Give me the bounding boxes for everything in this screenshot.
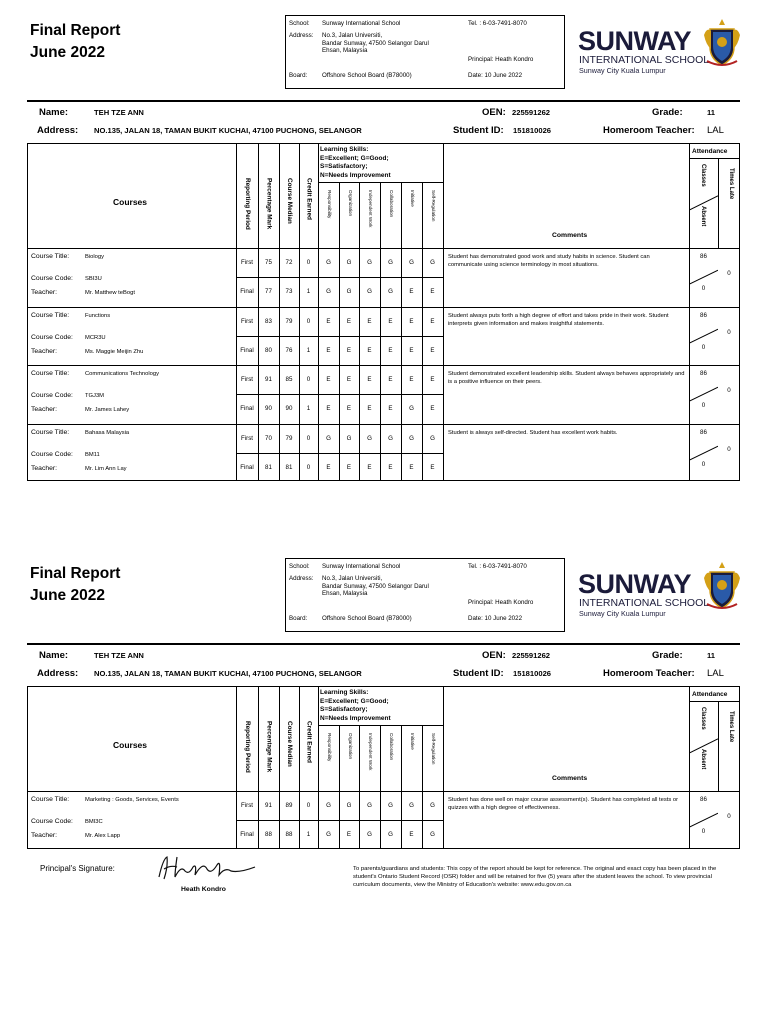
column-divider xyxy=(718,158,719,248)
skill-rating: E xyxy=(409,317,414,325)
grade-mark: 75 xyxy=(265,259,272,266)
teacher-name: Mr. Lim Ann Lay xyxy=(85,465,127,472)
column-header-course-median: Course Median xyxy=(286,178,293,224)
skill-rating: E xyxy=(367,463,372,471)
row-divider xyxy=(318,182,443,183)
absent-header: Absent xyxy=(700,206,706,227)
column-divider xyxy=(299,144,300,480)
grade-median: 79 xyxy=(285,434,293,442)
logo-location: Sunway City Kuala Lumpur xyxy=(579,66,666,75)
skill-rating: G xyxy=(388,288,393,295)
address-label: Address: xyxy=(37,125,79,136)
principal-signature-label: Principal's Signature: xyxy=(40,864,115,873)
column-divider xyxy=(718,701,719,791)
skill-rating: G xyxy=(367,831,372,838)
skill-rating: E xyxy=(367,317,372,325)
principal-name: Principal: Heath Kondro xyxy=(468,599,534,606)
crest-icon xyxy=(701,558,743,612)
skill-rating: G xyxy=(326,259,331,266)
oen-label: OEN: xyxy=(482,650,506,661)
skill-rating: E xyxy=(326,346,331,354)
column-header-percentage-mark: Percentage Mark xyxy=(265,178,273,230)
header-divider xyxy=(27,643,740,645)
column-divider xyxy=(401,725,402,848)
course-comment: Student has done well on major course assessment(s). Student has completed all tests or quizzes with a high degree of effectiveness. xyxy=(448,797,679,811)
teacher-label: Teacher: xyxy=(31,832,58,839)
grade-label: Grade: xyxy=(652,650,683,661)
board-label: Board: xyxy=(289,615,308,622)
course-code: BMI3C xyxy=(85,819,103,825)
column-divider xyxy=(299,687,300,848)
attendance-header: Attendance xyxy=(692,148,728,155)
row-divider xyxy=(236,394,443,395)
skill-rating: G xyxy=(346,802,352,809)
course-code-label: Course Code: xyxy=(31,450,73,458)
skill-header-self_regulation: Self-Regulation xyxy=(431,190,436,222)
column-divider xyxy=(339,725,340,848)
grade-period: First xyxy=(240,802,254,809)
row-divider xyxy=(318,725,443,726)
name-label: Name: xyxy=(39,107,69,118)
learning-skills-legend: S=Satisfactory; xyxy=(320,706,368,713)
grade-period: Final xyxy=(240,831,254,838)
attendance-late: 0 xyxy=(727,270,731,277)
skill-rating: G xyxy=(388,831,393,838)
course-code: MCR3U xyxy=(85,334,106,341)
column-header-reporting-period: Reporting Period xyxy=(244,178,251,230)
skill-rating: G xyxy=(430,802,435,809)
skill-rating: E xyxy=(409,376,414,383)
classes-header: Classes xyxy=(700,707,706,730)
skill-rating: E xyxy=(388,376,393,383)
skill-header-responsibility: Responsibility xyxy=(327,733,332,762)
logo-location: Sunway City Kuala Lumpur xyxy=(579,609,666,618)
skill-header-responsibility: Responsibility xyxy=(327,190,332,219)
courses-header: Courses xyxy=(113,197,148,207)
grade-mark: 88 xyxy=(265,831,272,838)
grade-median: 89 xyxy=(285,802,293,809)
column-divider xyxy=(380,725,381,848)
classes-header: Classes xyxy=(700,164,706,187)
grade-period: Final xyxy=(240,288,254,295)
course-comment: Student has demonstrated good work and study habits in science. Student can communicate using science terminology in most situations. xyxy=(448,254,650,268)
teacher-name: Mr. Alex Lapp xyxy=(85,833,121,839)
skill-rating: G xyxy=(326,288,331,295)
skill-rating: E xyxy=(430,405,435,412)
student-address: NO.135, JALAN 18, TAMAN BUKIT KUCHAI, 47100 PUCHONG, SELANGOR xyxy=(94,669,362,678)
skill-rating: E xyxy=(388,405,393,412)
comments-header: Comments xyxy=(552,775,588,782)
student-id: 151810026 xyxy=(513,126,552,135)
skill-header-initiative: Initiative xyxy=(410,190,415,207)
name-label: Name: xyxy=(39,650,69,661)
skill-rating: G xyxy=(409,434,414,442)
school-logo xyxy=(578,25,738,73)
teacher-label: Teacher: xyxy=(31,464,58,472)
skill-rating: G xyxy=(388,802,393,809)
homeroom-teacher: LAL xyxy=(707,125,724,136)
school-info-box xyxy=(285,15,565,89)
skill-rating: G xyxy=(409,802,414,809)
skill-rating: G xyxy=(409,259,414,266)
signature-image xyxy=(155,853,260,883)
course-title: Marketing : Goods, Services, Events xyxy=(85,797,179,803)
teacher-label: Teacher: xyxy=(31,406,58,413)
skill-rating: E xyxy=(409,463,414,471)
student-name: TEH TZE ANN xyxy=(94,651,144,660)
skill-rating: E xyxy=(388,463,393,471)
report-disclaimer: To parents/guardians and students: This copy of the report should be kept for reference. The original and exact copy has been placed in the student's Ontario Student Record (OSR) folder and will be retained for five (5) years after the student leaves the school. To view provincial curriculum documents, view the Ministry of Education's website: www.edu.gov.on.ca xyxy=(353,866,717,888)
row-divider xyxy=(236,336,443,337)
grade-credit: 0 xyxy=(306,317,311,325)
logo-subtitle: INTERNATIONAL SCHOOL xyxy=(579,597,710,609)
header-divider xyxy=(27,100,740,102)
school-address-line: Bandar Sunway, 47500 Selangor Darul xyxy=(322,39,429,47)
learning-skills-legend: E=Excellent; G=Good; xyxy=(320,154,389,162)
logo-subtitle: INTERNATIONAL SCHOOL xyxy=(579,54,710,66)
grade-credit: 1 xyxy=(306,288,311,295)
logo-wordmark: SUNWAY xyxy=(578,569,692,599)
grades-table xyxy=(27,686,740,849)
attendance-absent: 0 xyxy=(701,460,706,468)
grade-median: 90 xyxy=(285,405,293,412)
attendance-diagonal xyxy=(689,307,718,366)
grade-credit: 0 xyxy=(306,802,311,809)
column-divider xyxy=(236,144,237,480)
student-name: TEH TZE ANN xyxy=(94,108,144,117)
skill-rating: E xyxy=(430,463,435,471)
course-title-label: Course Title: xyxy=(31,796,70,803)
attendance-absent: 0 xyxy=(701,343,706,351)
address-label: Address: xyxy=(289,32,314,39)
grade-mark: 77 xyxy=(265,288,272,295)
skill-rating: E xyxy=(346,405,352,412)
skill-rating: G xyxy=(326,831,331,838)
grade-median: 79 xyxy=(285,317,293,325)
learning-skills-legend: N=Needs Improvement xyxy=(320,171,391,179)
column-header-percentage-mark: Percentage Mark xyxy=(265,721,273,773)
signature-name: Heath Kondro xyxy=(181,886,226,893)
attendance-diagonal xyxy=(689,248,718,307)
student-id-label: Student ID: xyxy=(453,125,504,136)
grade-mark: 83 xyxy=(265,317,272,325)
course-title-label: Course Title: xyxy=(31,428,70,436)
board-value: Offshore School Board (B78000) xyxy=(322,72,412,79)
skill-rating: E xyxy=(430,346,435,354)
board-value: Offshore School Board (B78000) xyxy=(322,615,412,622)
column-divider xyxy=(443,144,444,480)
row-divider xyxy=(28,424,740,425)
grade-credit: 0 xyxy=(306,376,311,383)
column-divider xyxy=(258,144,259,480)
course-code: TGJ3M xyxy=(85,393,105,399)
skill-rating: G xyxy=(367,259,372,266)
row-divider xyxy=(28,791,740,792)
grades-table xyxy=(27,143,740,481)
grade-credit: 0 xyxy=(306,463,311,471)
skill-header-independent_work: Independent Work xyxy=(368,733,373,771)
skill-rating: E xyxy=(346,831,352,838)
school-address-line: No.3, Jalan Universiti, xyxy=(322,32,383,39)
column-divider xyxy=(422,725,423,848)
skill-rating: G xyxy=(346,259,352,266)
row-divider xyxy=(28,307,740,308)
grade-period: Final xyxy=(240,346,254,354)
skill-rating: G xyxy=(367,288,372,295)
skill-rating: G xyxy=(367,802,372,809)
course-code: SBI3U xyxy=(85,276,102,282)
grade-median: 88 xyxy=(285,831,293,838)
report-date: Date: 10 June 2022 xyxy=(468,72,523,79)
absent-header: Absent xyxy=(700,749,706,770)
student-grade: 11 xyxy=(707,108,716,117)
learning-skills-legend: E=Excellent; G=Good; xyxy=(320,697,389,705)
skill-rating: E xyxy=(388,317,393,325)
skill-rating: E xyxy=(430,288,435,295)
times-late-header: Times Late xyxy=(728,711,734,743)
student-id: 151810026 xyxy=(513,669,552,678)
grade-period: Final xyxy=(240,405,254,412)
school-address-line: Ehsan, Malaysia xyxy=(322,590,368,597)
report-title: Final Report xyxy=(30,565,121,582)
address-label: Address: xyxy=(289,575,314,582)
row-divider xyxy=(236,820,443,821)
skill-rating: E xyxy=(388,346,393,354)
school-logo xyxy=(578,568,738,616)
column-header-reporting-period: Reporting Period xyxy=(244,721,251,773)
row-divider xyxy=(236,277,443,278)
skill-rating: G xyxy=(367,434,372,442)
courses-header: Courses xyxy=(113,740,148,750)
skill-rating: E xyxy=(409,346,414,354)
attendance-classes: 86 xyxy=(700,370,707,377)
column-divider xyxy=(279,687,280,848)
grade-credit: 1 xyxy=(306,405,311,412)
skill-header-organization: Organization xyxy=(348,733,353,760)
homeroom-teacher: LAL xyxy=(707,668,724,679)
row-divider xyxy=(28,248,740,249)
grade-mark: 70 xyxy=(265,434,272,442)
column-header-course-median: Course Median xyxy=(286,721,293,767)
skill-rating: E xyxy=(346,346,352,354)
skill-rating: E xyxy=(367,405,372,412)
skill-header-organization: Organization xyxy=(348,190,353,217)
skill-rating: E xyxy=(346,317,352,325)
principal-name: Principal: Heath Kondro xyxy=(468,56,534,63)
student-oen: 225591262 xyxy=(512,651,551,660)
oen-label: OEN: xyxy=(482,107,506,118)
skill-rating: E xyxy=(367,346,372,354)
course-code-label: Course Code: xyxy=(31,392,73,399)
teacher-name: Mr. Matthew teBogt xyxy=(85,290,135,296)
grade-credit: 1 xyxy=(306,346,311,354)
course-code-label: Course Code: xyxy=(31,333,73,341)
skill-rating: G xyxy=(346,288,352,295)
course-code: BM11 xyxy=(85,451,100,458)
attendance-classes: 86 xyxy=(700,311,707,319)
grade-median: 73 xyxy=(285,288,293,295)
skill-rating: E xyxy=(409,288,414,295)
skill-rating: G xyxy=(430,434,435,442)
grade-period: First xyxy=(240,259,254,266)
student-grade: 11 xyxy=(707,651,716,660)
skill-rating: E xyxy=(430,317,435,325)
column-divider xyxy=(258,687,259,848)
skill-rating: G xyxy=(409,405,414,412)
course-title-label: Course Title: xyxy=(31,253,70,260)
course-title: Biology xyxy=(85,254,105,260)
grade-mark: 91 xyxy=(265,802,272,809)
school-label: School: xyxy=(289,563,310,570)
column-divider xyxy=(279,144,280,480)
school-address-line: Ehsan, Malaysia xyxy=(322,47,368,54)
skill-rating: G xyxy=(430,831,435,838)
skill-rating: E xyxy=(346,376,352,383)
learning-skills-legend: Learning Skills: xyxy=(320,689,369,696)
attendance-classes: 86 xyxy=(700,253,707,260)
student-oen: 225591262 xyxy=(512,108,551,117)
grade-median: 72 xyxy=(285,259,293,266)
grade-period: First xyxy=(240,376,254,383)
comments-header: Comments xyxy=(552,232,588,239)
course-title: Bahasa Malaysia xyxy=(85,429,130,436)
course-title: Functions xyxy=(85,312,111,319)
course-title: Communications Technology xyxy=(85,371,160,377)
attendance-late: 0 xyxy=(727,328,731,336)
row-divider xyxy=(28,365,740,366)
column-divider xyxy=(359,725,360,848)
skill-header-independent_work: Independent Work xyxy=(368,190,373,228)
grade-credit: 1 xyxy=(306,831,311,838)
school-address-line: Bandar Sunway, 47500 Selangor Darul xyxy=(322,582,429,590)
grade-period: First xyxy=(240,317,254,325)
skill-rating: G xyxy=(388,434,393,442)
skill-header-self_regulation: Self-Regulation xyxy=(431,733,436,765)
attendance-absent: 0 xyxy=(701,828,706,835)
homeroom-label: Homeroom Teacher: xyxy=(603,125,695,136)
skill-rating: E xyxy=(326,376,331,383)
course-code-label: Course Code: xyxy=(31,275,73,282)
attendance-header: Attendance xyxy=(692,691,728,698)
column-divider xyxy=(236,687,237,848)
attendance-classes: 86 xyxy=(700,796,707,803)
skill-rating: G xyxy=(326,802,331,809)
skill-rating: E xyxy=(326,317,331,325)
grade-median: 85 xyxy=(285,376,293,383)
column-divider xyxy=(318,144,319,480)
report-date-title: June 2022 xyxy=(30,587,105,604)
grade-mark: 81 xyxy=(265,463,272,471)
student-address: NO.135, JALAN 18, TAMAN BUKIT KUCHAI, 47100 PUCHONG, SELANGOR xyxy=(94,126,362,135)
address-label: Address: xyxy=(37,668,79,679)
column-header-credit-earned: Credit Earned xyxy=(305,178,313,220)
school-name: Sunway International School xyxy=(322,563,401,570)
grade-median: 76 xyxy=(285,346,293,354)
teacher-name: Mr. James Lahey xyxy=(85,407,130,413)
skill-rating: E xyxy=(326,405,331,412)
course-code-label: Course Code: xyxy=(31,818,73,825)
skill-rating: G xyxy=(326,434,331,442)
grade-mark: 80 xyxy=(265,346,272,354)
course-title-label: Course Title: xyxy=(31,311,70,319)
school-name: Sunway International School xyxy=(322,20,401,27)
board-label: Board: xyxy=(289,72,308,79)
grade-label: Grade: xyxy=(652,107,683,118)
skill-rating: E xyxy=(367,376,372,383)
grade-mark: 91 xyxy=(265,376,272,383)
skill-header-collaboration: Collaboration xyxy=(389,733,394,761)
attendance-absent: 0 xyxy=(701,285,706,292)
course-comment: Student demonstrated excellent leadership skills. Student always behaves appropriately and is a positive influence on their peers. xyxy=(448,371,685,385)
skill-rating: E xyxy=(409,831,414,838)
report-date: Date: 10 June 2022 xyxy=(468,615,523,622)
skill-header-initiative: Initiative xyxy=(410,733,415,750)
grade-mark: 90 xyxy=(265,405,272,412)
course-title-label: Course Title: xyxy=(31,370,70,377)
school-tel: Tel. : 6-03-7491-8070 xyxy=(468,563,527,570)
school-tel: Tel. : 6-03-7491-8070 xyxy=(468,20,527,27)
student-id-label: Student ID: xyxy=(453,668,504,679)
skill-rating: G xyxy=(430,259,435,266)
learning-skills-legend: S=Satisfactory; xyxy=(320,163,368,170)
attendance-late: 0 xyxy=(727,445,731,453)
attendance-late: 0 xyxy=(727,813,731,820)
column-divider xyxy=(318,687,319,848)
school-info-box xyxy=(285,558,565,632)
attendance-absent: 0 xyxy=(701,402,706,409)
homeroom-label: Homeroom Teacher: xyxy=(603,668,695,679)
skill-header-collaboration: Collaboration xyxy=(389,190,394,218)
school-label: School: xyxy=(289,20,310,27)
attendance-late: 0 xyxy=(727,387,731,394)
learning-skills-legend: N=Needs Improvement xyxy=(320,714,391,722)
skill-rating: G xyxy=(346,434,352,442)
report-page-1 xyxy=(0,0,768,500)
course-comment: Student is always self-directed. Student has excellent work habits. xyxy=(448,429,618,436)
report-title: Final Report xyxy=(30,22,121,39)
skill-rating: E xyxy=(346,463,352,471)
times-late-header: Times Late xyxy=(728,168,734,200)
grade-median: 81 xyxy=(285,463,293,471)
grade-period: First xyxy=(240,434,254,442)
column-header-credit-earned: Credit Earned xyxy=(305,721,313,763)
crest-icon xyxy=(701,15,743,69)
grade-period: Final xyxy=(240,463,254,471)
teacher-label: Teacher: xyxy=(31,289,58,296)
attendance-diagonal xyxy=(689,424,718,483)
grade-credit: 0 xyxy=(306,434,311,442)
learning-skills-legend: Learning Skills: xyxy=(320,146,369,153)
row-divider xyxy=(236,453,443,454)
attendance-classes: 86 xyxy=(700,428,707,436)
teacher-label: Teacher: xyxy=(31,347,58,355)
attendance-diagonal xyxy=(689,365,718,424)
skill-rating: G xyxy=(388,259,393,266)
grade-credit: 0 xyxy=(306,259,311,266)
attendance-diagonal xyxy=(689,791,718,850)
report-page-2 xyxy=(0,543,768,903)
logo-wordmark: SUNWAY xyxy=(578,26,692,56)
skill-rating: E xyxy=(326,463,331,471)
teacher-name: Ms. Maggie Meijin Zhu xyxy=(85,348,144,355)
report-date-title: June 2022 xyxy=(30,44,105,61)
skill-rating: E xyxy=(430,376,435,383)
course-comment: Student always puts forth a high degree of effort and takes pride in their work. Student interprets given information and makes insightful statements. xyxy=(448,312,669,327)
school-address-line: No.3, Jalan Universiti, xyxy=(322,575,383,582)
column-divider xyxy=(443,687,444,848)
